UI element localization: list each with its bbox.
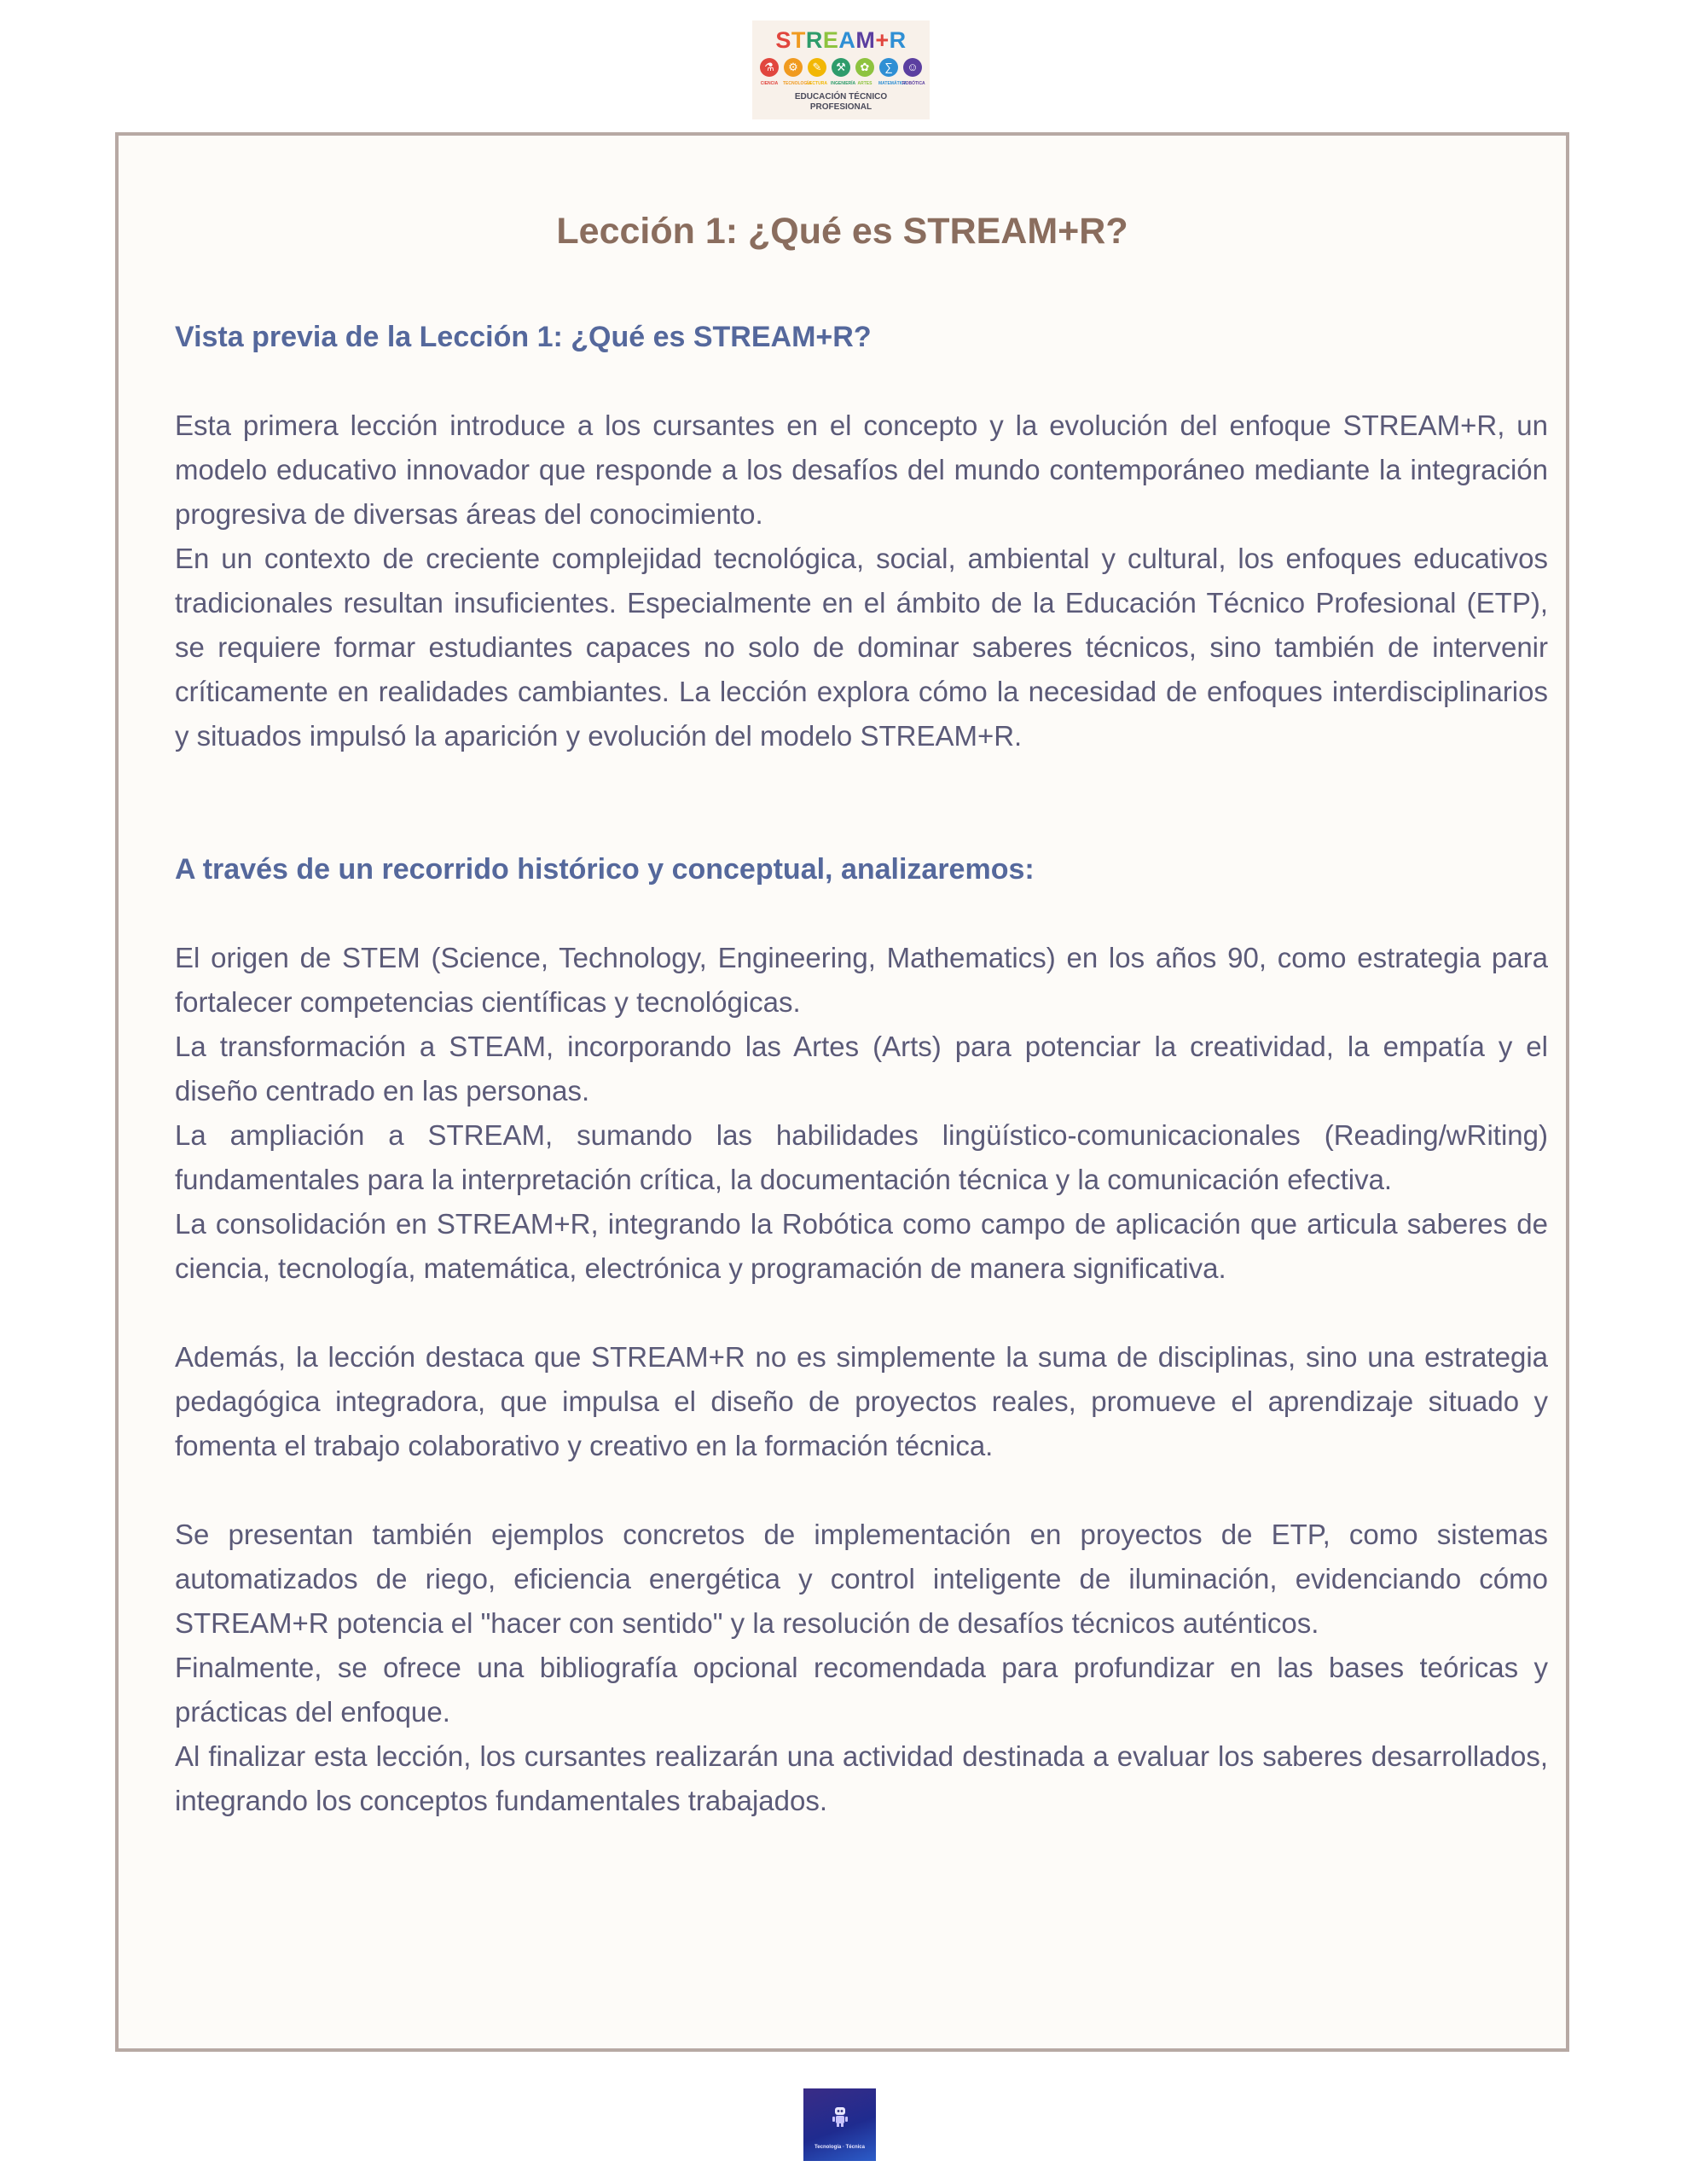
- discipline-label: MATEMÁTICA: [878, 81, 907, 86]
- discipline-label: ROBÓTICA: [902, 81, 925, 86]
- analysis-item: La transformación a STEAM, incorporando las Artes (Arts) para potenciar la creatividad, la empatía y el diseño centrado en las personas.: [175, 1031, 1548, 1107]
- intro-paragraph: Esta primera lección introduce a los cursantes en el concepto y la evolución del enfoque STREAM+R, un modelo educativo innovador que responde a los desafíos del mundo contemporáneo mediante la integración progresiva de diversas áreas del conocimiento.: [175, 410, 1548, 530]
- document-frame: [115, 132, 1569, 2052]
- document-body: [175, 315, 1548, 1823]
- mathematics-icon: ∑: [879, 58, 898, 77]
- discipline-labels: [752, 80, 930, 87]
- preview-heading: Vista previa de la Lección 1: ¿Qué es STREAM+R?: [175, 321, 872, 353]
- logo-brand-letter: +: [875, 27, 890, 53]
- analysis-heading: A través de un recorrido histórico y conceptual, analizaremos:: [175, 853, 1035, 886]
- logo-subtitle-line2: PROFESIONAL: [809, 102, 872, 112]
- reading-icon: ✎: [808, 58, 826, 77]
- logo-brand-letter: S: [775, 27, 791, 53]
- logo-brand-letter: T: [791, 27, 806, 53]
- footer-logo-caption: Tecnología · Técnica: [815, 2145, 865, 2150]
- page-title: Lección 1: ¿Qué es STREAM+R?: [556, 211, 1128, 252]
- arts-icon: ✿: [855, 58, 874, 77]
- logo-brand-text: [752, 27, 930, 53]
- logo-subtitle-line1: EDUCACIÓN TÉCNICO: [794, 92, 888, 102]
- science-icon: ⚗: [760, 58, 779, 77]
- tecnologia-tecnica-logo: [803, 2088, 876, 2161]
- logo-brand-letter: E: [822, 27, 839, 53]
- analysis-item: El origen de STEM (Science, Technology, Engineering, Mathematics) en los años 90, como estrategia para fortalecer competencias científicas y tecnológicas.: [175, 942, 1548, 1018]
- stream-r-logo: [752, 20, 930, 119]
- robot-icon: [831, 2106, 849, 2128]
- discipline-label: CIENCIA: [760, 81, 779, 86]
- closing-paragraph: Se presentan también ejemplos concretos de implementación en proyectos de ETP, como sistemas automatizados de riego, eficiencia energética y control inteligente de iluminación, evidenciando cómo STREAM+R potencia el "hacer con sentido" y la resolución de desafíos técnicos auténticos.: [175, 1519, 1548, 1639]
- analysis-item: La ampliación a STREAM, sumando las habilidades lingüístico-comunicacionales (Reading/wRiting) fundamentales para la interpretación crítica, la documentación técnica y la comunicación efectiva.: [175, 1119, 1548, 1195]
- engineering-icon: ⚒: [832, 58, 850, 77]
- closing-paragraph: Al finalizar esta lección, los cursantes realizarán una actividad destinada a evaluar los saberes desarrollados, integrando los conceptos fundamentales trabajados.: [175, 1740, 1548, 1816]
- discipline-label: INGENIERÍA: [831, 81, 856, 86]
- logo-brand-letter: R: [889, 27, 907, 53]
- logo-brand-letter: R: [805, 27, 823, 53]
- technology-icon: ⚙: [784, 58, 803, 77]
- closing-paragraph: Finalmente, se ofrece una bibliografía opcional recomendada para profundizar en las bases teóricas y prácticas del enfoque.: [175, 1652, 1548, 1728]
- intro-paragraph: En un contexto de creciente complejidad tecnológica, social, ambiental y cultural, los enfoques educativos tradicionales resultan insuficientes. Especialmente en el ámbito de la Educación Técnico Profesional (ETP), se requiere formar estudiantes capaces no solo de dominar saberes técnicos, sino también de intervenir críticamente en realidades cambiantes. La lección explora cómo la necesidad de enfoques interdisciplinarios y situados impulsó la aparición y evolución del modelo STREAM+R.: [175, 543, 1548, 752]
- discipline-label: LECTURA: [807, 81, 827, 86]
- analysis-item: La consolidación en STREAM+R, integrando la Robótica como campo de aplicación que articula saberes de ciencia, tecnología, matemática, electrónica y programación de manera significativa.: [175, 1208, 1548, 1284]
- discipline-label: ARTES: [857, 81, 872, 86]
- logo-brand-letter: A: [838, 27, 856, 53]
- discipline-label: TECNOLOGÍA: [783, 81, 812, 86]
- robotics-icon: ☺: [903, 58, 922, 77]
- logo-brand-letter: M: [855, 27, 876, 53]
- discipline-icons: [752, 58, 930, 78]
- integration-paragraph: Además, la lección destaca que STREAM+R no es simplemente la suma de disciplinas, sino una estrategia pedagógica integradora, que impulsa el diseño de proyectos reales, promueve el aprendizaje situado y fomenta el trabajo colaborativo y creativo en la formación técnica.: [175, 1341, 1548, 1461]
